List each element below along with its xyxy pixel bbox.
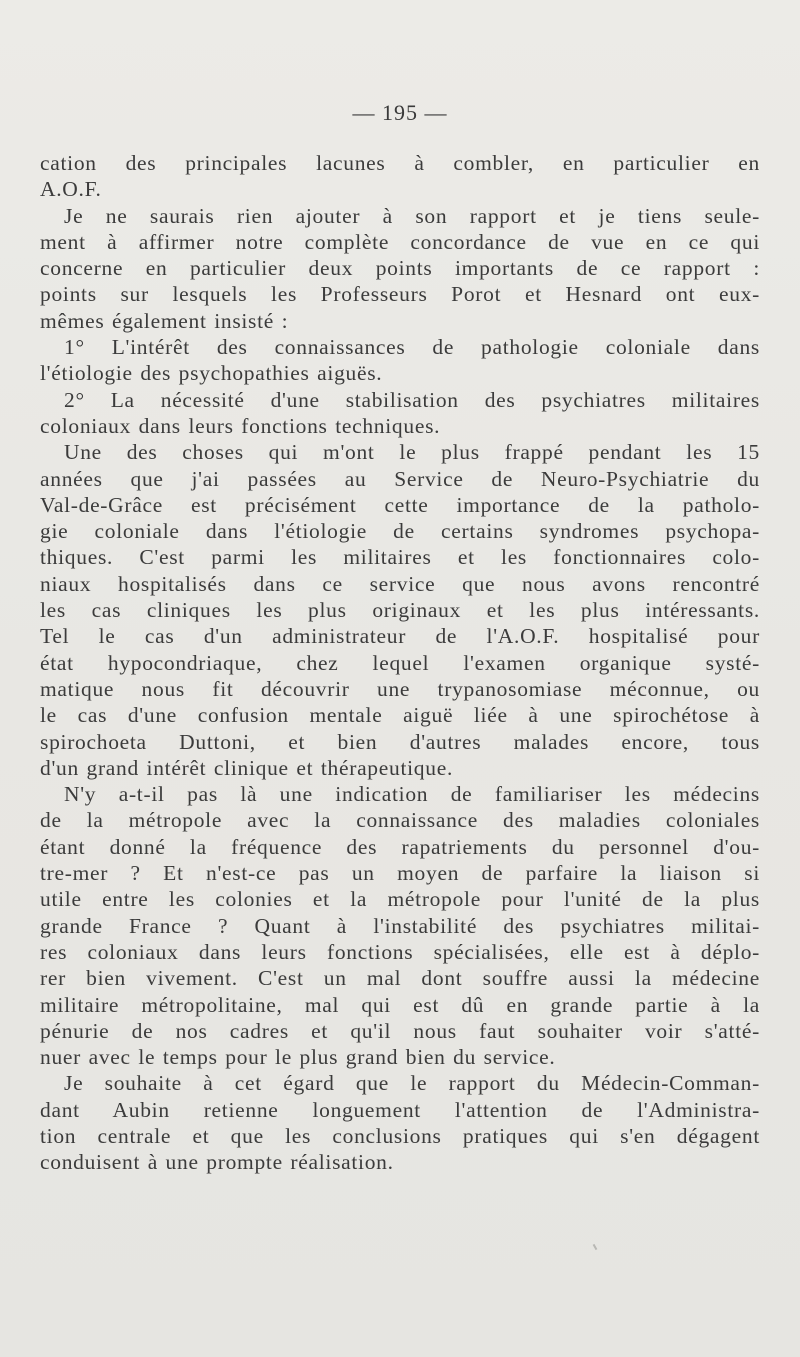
text-line: Je ne saurais rien ajouter à son rapport et je tiens seule-	[64, 203, 760, 228]
text-line: res coloniaux dans leurs fonctions spécialisées, elle est à déplo-	[40, 939, 760, 964]
paper-speck	[593, 1244, 598, 1250]
text-line: coloniaux dans leurs fonctions techniques.	[40, 413, 441, 438]
text-line: utile entre les colonies et la métropole pour l'unité de la plus	[40, 887, 760, 912]
text-line: niaux hospitalisés dans ce service que nous avons rencontré	[40, 571, 760, 596]
text-line: 1° L'intérêt des connaissances de pathologie coloniale dans	[64, 335, 760, 360]
paragraph	[40, 1070, 760, 1175]
text-line: dant Aubin retienne longuement l'attention de l'Administra-	[40, 1097, 760, 1122]
text-line: l'étiologie des psychopathies aiguës.	[40, 361, 383, 386]
text-line: mêmes également insisté :	[40, 308, 289, 333]
text-line: nuer avec le temps pour le plus grand bien du service.	[40, 1045, 556, 1070]
text-line: cation des principales lacunes à combler, en particulier en	[40, 151, 760, 175]
page-number: — 195 —	[352, 100, 448, 125]
text-line: N'y a-t-il pas là une indication de familiariser les médecins	[64, 782, 760, 807]
paragraph-list-item-1	[40, 334, 760, 387]
text-line: concerne en particulier deux points importants de ce rapport :	[40, 256, 760, 281]
text-line: étant donné la fréquence des rapatriements du personnel d'ou-	[40, 834, 760, 859]
text-line: tre-mer ? Et n'est-ce pas un moyen de parfaire la liaison si	[40, 861, 760, 886]
text-line: 2° La nécessité d'une stabilisation des psychiatres militaires	[64, 387, 760, 412]
body-text	[40, 150, 760, 1176]
text-line: grande France ? Quant à l'instabilité des psychiatres militai-	[40, 913, 760, 938]
text-line: rer bien vivement. C'est un mal dont souffre aussi la médecine	[40, 966, 760, 991]
text-line: pénurie de nos cadres et qu'il nous faut souhaiter voir s'atté-	[40, 1018, 760, 1043]
text-line: tion centrale et que les conclusions pratiques qui s'en dégagent	[40, 1123, 760, 1148]
text-line: état hypocondriaque, chez lequel l'examen organique systé-	[40, 650, 760, 675]
text-line: années que j'ai passées au Service de Neuro-Psychiatrie du	[40, 466, 760, 491]
text-line: le cas d'une confusion mentale aiguë liée à une spirochétose à	[40, 703, 760, 728]
text-line: conduisent à une prompte réalisation.	[40, 1150, 394, 1175]
text-line: ment à affirmer notre complète concordance de vue en ce qui	[40, 229, 760, 254]
text-line: Val-de-Grâce est précisément cette importance de la patholo-	[40, 492, 760, 517]
text-line: les cas cliniques les plus originaux et les plus intéressants.	[40, 598, 760, 623]
text-line: Je souhaite à cet égard que le rapport du Médecin-Comman-	[64, 1071, 760, 1096]
text-line: Tel le cas d'un administrateur de l'A.O.F. hospitalisé pour	[40, 624, 760, 649]
text-line: A.O.F.	[40, 177, 102, 202]
text-line: points sur lesquels les Professeurs Porot et Hesnard ont eux-	[40, 282, 760, 307]
paragraph	[40, 781, 760, 1070]
text-line: thiques. C'est parmi les militaires et les fonctionnaires colo-	[40, 545, 760, 570]
text-line: de la métropole avec la connaissance des maladies coloniales	[40, 808, 760, 833]
text-line: spirochoeta Duttoni, et bien d'autres malades encore, tous	[40, 729, 760, 754]
text-line: gie coloniale dans l'étiologie de certains syndromes psychopa-	[40, 519, 760, 544]
paragraph	[40, 203, 760, 334]
text-line: d'un grand intérêt clinique et thérapeutique.	[40, 755, 454, 780]
paragraph-continuation	[40, 150, 760, 203]
text-line: Une des choses qui m'ont le plus frappé pendant les 15	[64, 440, 760, 465]
paragraph-list-item-2	[40, 387, 760, 440]
text-line: militaire métropolitaine, mal qui est dû en grande partie à la	[40, 992, 760, 1017]
paragraph	[40, 439, 760, 781]
text-line: matique nous fit découvrir une trypanosomiase méconnue, ou	[40, 676, 760, 701]
